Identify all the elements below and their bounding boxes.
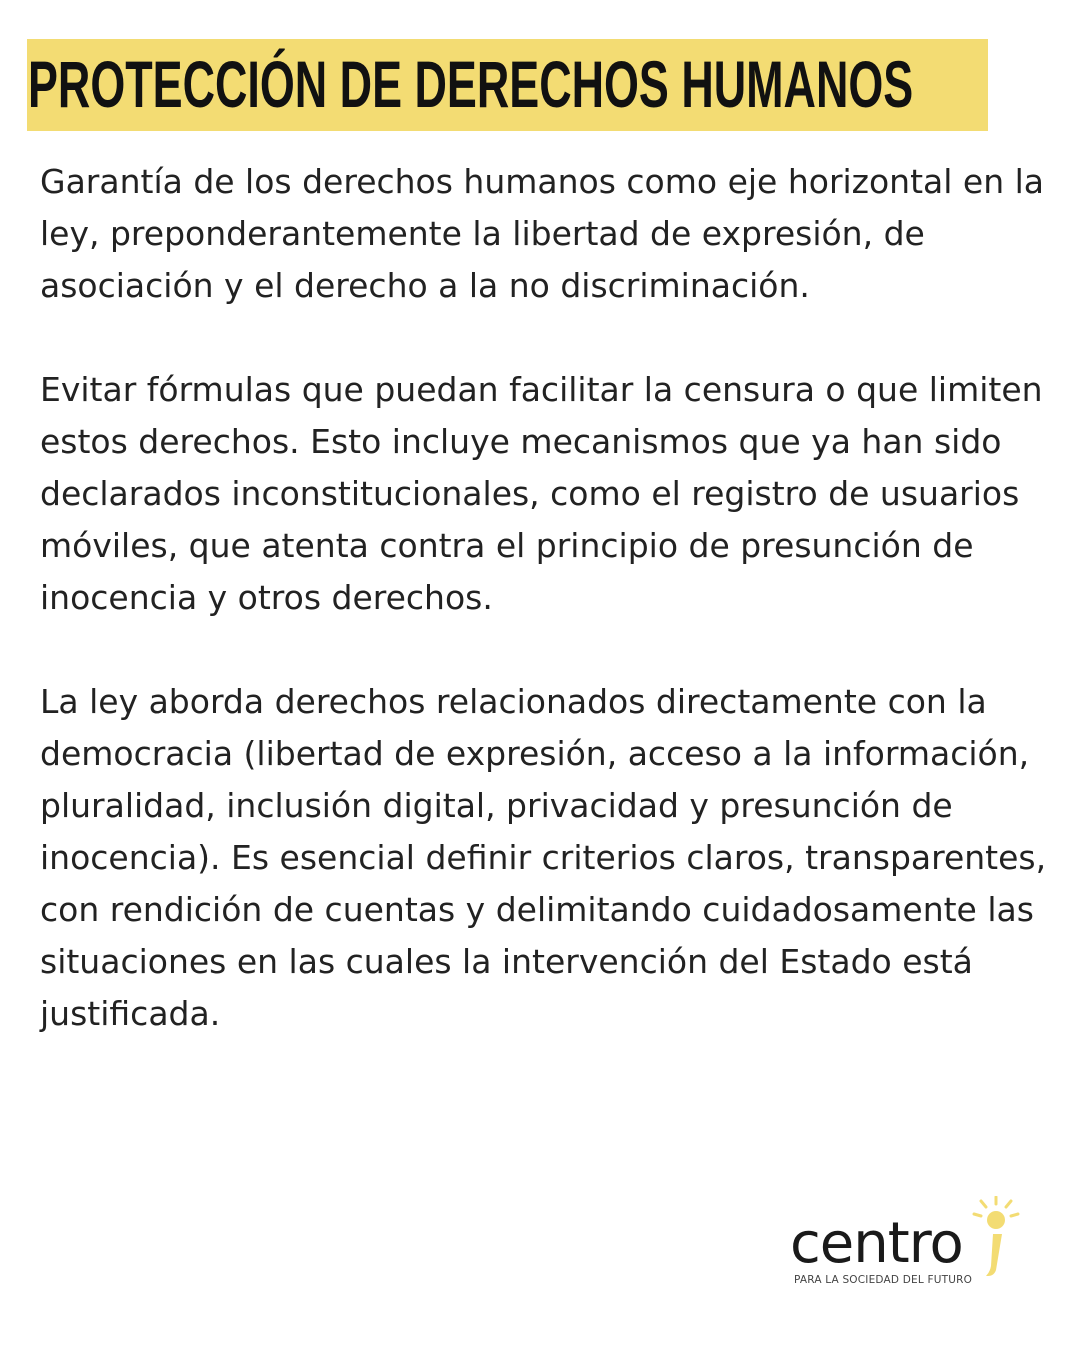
logo-wordmark: centro xyxy=(790,1211,963,1276)
lightbulb-i-icon xyxy=(966,1196,1026,1286)
logo-tagline: PARA LA SOCIEDAD DEL FUTURO xyxy=(794,1274,973,1286)
body-text xyxy=(40,156,1050,1092)
centro-i-logo xyxy=(790,1196,1040,1296)
paragraph-2: Evitar fórmulas que puedan facilitar la censura o que limiten estos derechos. Esto incluye mecanismos que ya han sido declarados inconstitucionales, como el registro de usuarios móviles, que atenta contra el principio de presunción de inocencia y otros derechos. xyxy=(40,370,1043,617)
paragraph-3: La ley aborda derechos relacionados directamente con la democracia (libertad de expresión, acceso a la información, pluralidad, inclusión digital, privacidad y presunción de inocencia). Es esencial definir criterios claros, transparentes, con rendición de cuentas y delimitando cuidadosamente las situaciones en las cuales la intervención del Estado está justificada. xyxy=(40,682,1047,1033)
page-title: PROTECCIÓN DE DERECHOS HUMANOS xyxy=(28,47,914,121)
paragraph-1: Garantía de los derechos humanos como eje horizontal en la ley, preponderantemente la libertad de expresión, de asociación y el derecho a la no discriminación. xyxy=(40,162,1045,305)
